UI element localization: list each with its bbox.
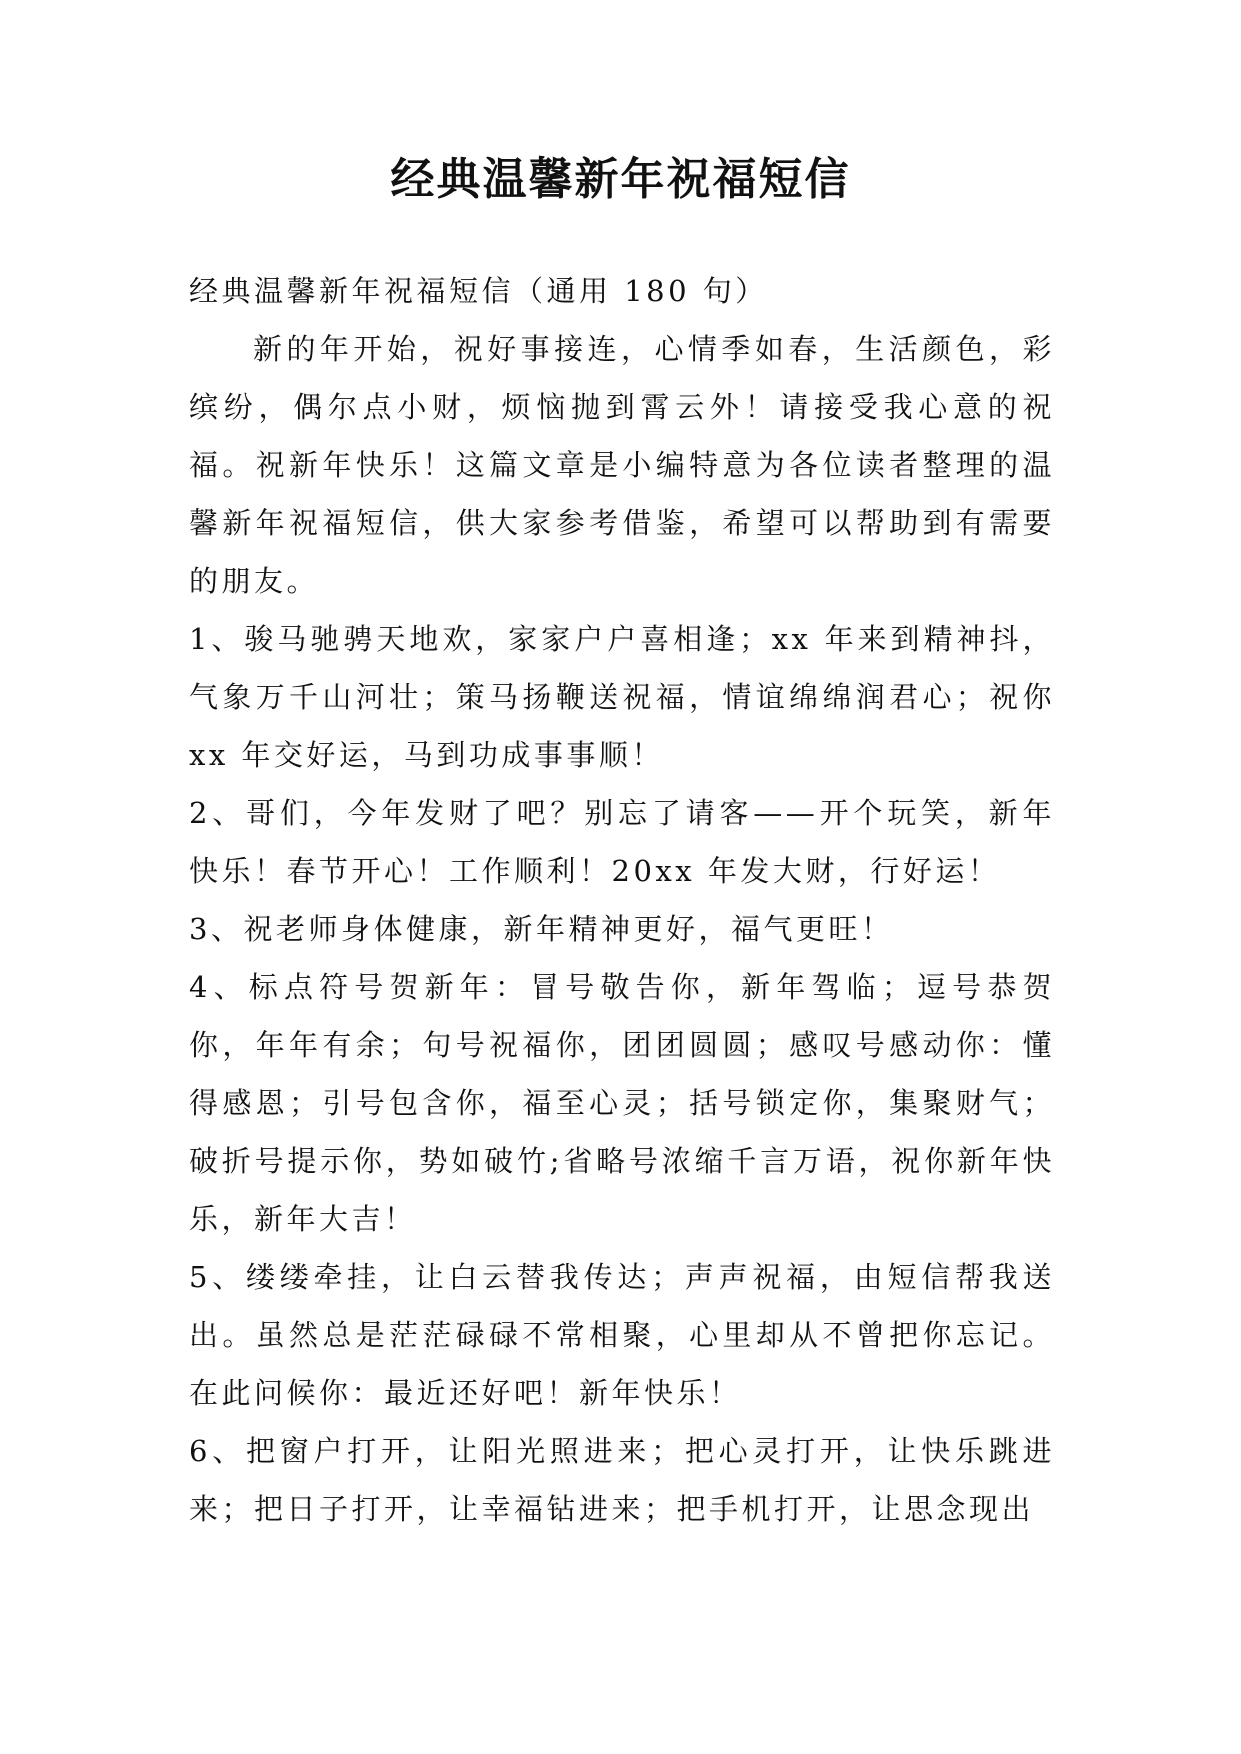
document-subtitle: 经典温馨新年祝福短信（通用 180 句）: [189, 274, 768, 308]
list-item-6: 6、把窗户打开，让阳光照进来；把心灵打开，让快乐跳进来；把日子打开，让幸福钻进来；把手机打开，让思念现出: [189, 1434, 1055, 1526]
intro-paragraph: 新的年开始，祝好事接连，心情季如春，生活颜色，彩缤纷，偶尔点小财，烦恼抛到霄云外！请接受我心意的祝福。祝新年快乐！这篇文章是小编特意为各位读者整理的温馨新年祝福短信，供大家参考借鉴，希望可以帮助到有需要的朋友。: [189, 332, 1055, 598]
document-title: 经典温馨新年祝福短信: [390, 154, 851, 205]
list-item-5: 5、缕缕牵挂，让白云替我传达；声声祝福，由短信帮我送出。虽然总是茫茫碌碌不常相聚，心里却从不曾把你忘记。在此问候你：最近还好吧！新年快乐！: [189, 1260, 1055, 1410]
list-item-3: 3、祝老师身体健康，新年精神更好，福气更旺！: [189, 912, 894, 946]
list-item-2: 2、哥们，今年发财了吧？别忘了请客——开个玩笑，新年快乐！春节开心！工作顺利！20xx 年发大财，行好运！: [189, 796, 1055, 888]
document-body: [189, 262, 1055, 1538]
list-item-4: 4、标点符号贺新年：冒号敬告你，新年驾临；逗号恭贺你，年年有余；句号祝福你，团团圆圆；感叹号感动你：懂得感恩；引号包含你，福至心灵；括号锁定你，集聚财气；破折号提示你，势如破竹;省略号浓缩千言万语，祝你新年快乐，新年大吉！: [189, 970, 1055, 1236]
list-item-1: 1、骏马驰骋天地欢，家家户户喜相逢；xx 年来到精神抖，气象万千山河壮；策马扬鞭送祝福，情谊绵绵润君心；祝你 xx 年交好运，马到功成事事顺！: [189, 622, 1055, 772]
